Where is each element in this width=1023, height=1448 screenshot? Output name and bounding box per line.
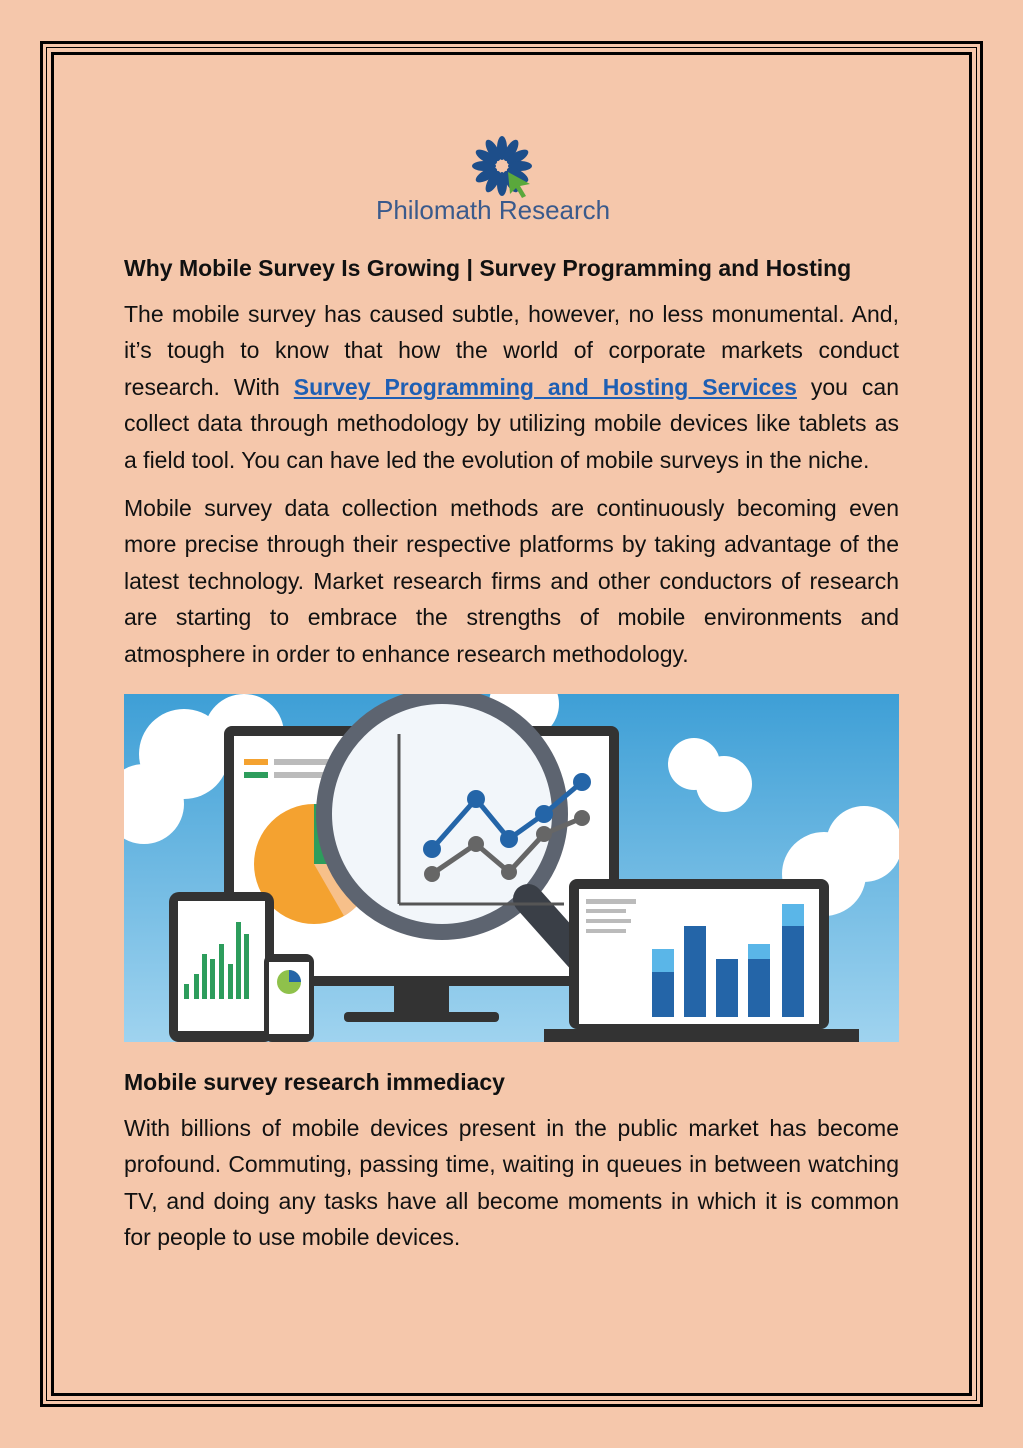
laptop-icon	[544, 879, 859, 1042]
paragraph-methods: Mobile survey data collection methods are continuously becoming even more precise through their respective platforms by taking advantage of the latest technology. Market research firms and other conductors of research are starting to embrace the strengths of mobile environments and atmosphere in order to enhance research methodology.	[124, 495, 899, 667]
flower-icon	[472, 136, 532, 196]
paragraph-intro	[124, 296, 899, 478]
article-title: Why Mobile Survey Is Growing | Survey Programming and Hosting	[124, 255, 852, 281]
mobile-analytics-illustration	[124, 694, 899, 1042]
paragraph-intro-text-end: you can collect data through methodology by utilizing mobile devices like tablets as a field tool. You can have led the evolution of mobile surveys in the niche.	[124, 373, 899, 473]
phone-icon	[264, 954, 314, 1042]
article	[124, 252, 899, 1268]
survey-programming-link[interactable]: Survey Programming and Hosting Services	[293, 373, 797, 400]
tablet-icon	[169, 892, 274, 1042]
logo-brand-name: Philomath Research	[376, 195, 611, 225]
paragraph-intro-text-start: The mobile survey has caused subtle, however, no less monumental. And, it’s tough to know that how the world of corporate markets conduct research. With	[124, 301, 899, 400]
paragraph-immediacy: With billions of mobile devices present in the public market has become profound. Commuting, passing time, waiting in queues in between watching TV, and doing any tasks have all become moments in which it is common for people to use mobile devices.	[124, 1115, 899, 1251]
section-subtitle: Mobile survey research immediacy	[124, 1069, 505, 1096]
